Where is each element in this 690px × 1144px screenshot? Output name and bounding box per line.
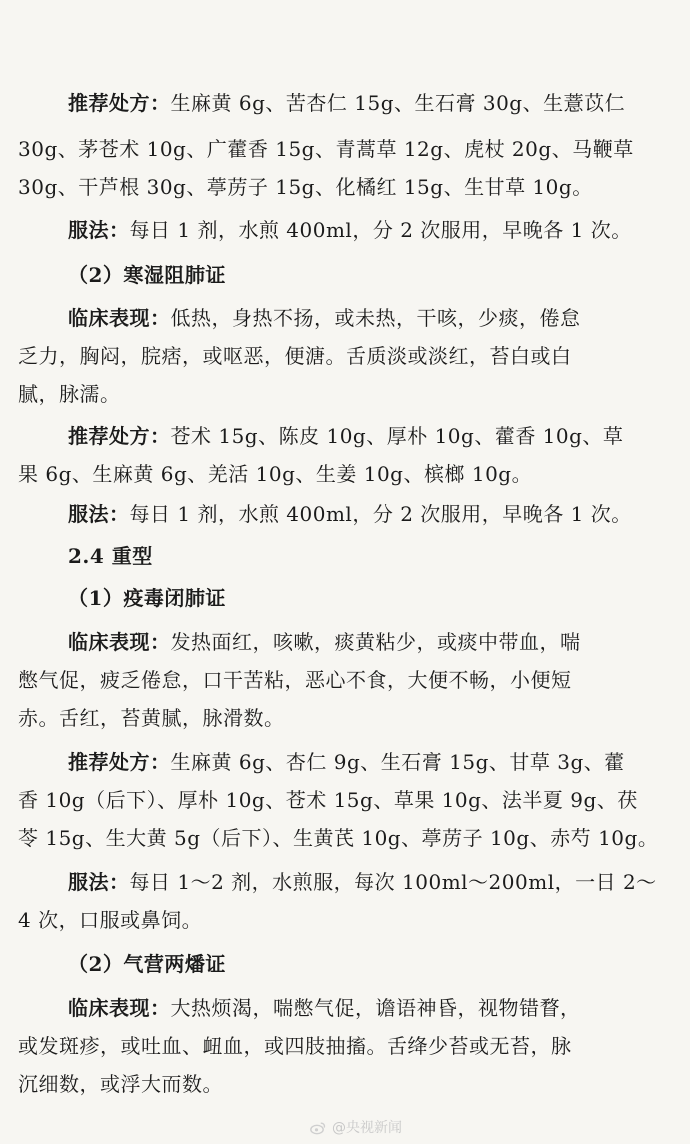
- clinical-3-line-3: [18, 1064, 690, 1104]
- clinical-3-text-3: 沉细数，或浮大而数。: [18, 1072, 223, 1096]
- clinical-2-label: 临床表现：: [68, 630, 171, 654]
- clinical-2-text-2: 憋气促，疲乏倦怠，口干苦粘，恶心不食，大便不畅，小便短: [18, 668, 572, 692]
- clinical-1-line-1: [68, 298, 690, 338]
- rec-prescription-1-text-2: 30g、茅苍术 10g、广藿香 15g、青蒿草 12g、虎杖 20g、马鞭草: [18, 137, 634, 161]
- rec-prescription-3-text-3: 苓 15g、生大黄 5g（后下）、生黄芪 10g、葶苈子 10g、赤芍 10g。: [18, 826, 659, 850]
- section-severe-heading: 2.4 重型: [68, 544, 153, 568]
- clinical-3-line-2: [18, 1026, 690, 1066]
- usage-1-line-1: [68, 210, 690, 250]
- section-qi-ying-heading: （2）气营两燔证: [68, 952, 226, 976]
- section-cold-damp-heading: （2）寒湿阻肺证: [68, 263, 226, 287]
- clinical-3-text-1: 大热烦渴，喘憋气促，谵语神昏，视物错瞀，: [170, 996, 581, 1020]
- watermark-text: @央视新闻: [332, 1120, 402, 1136]
- clinical-1-text-1: 低热，身热不扬，或未热，干咳，少痰，倦怠: [170, 306, 581, 330]
- usage-1-label: 服法：: [68, 218, 130, 242]
- clinical-2-text-1: 发热面红，咳嗽，痰黄粘少，或痰中带血，喘: [170, 630, 581, 654]
- rec-prescription-1-text-1: 生麻黄 6g、苦杏仁 15g、生石膏 30g、生薏苡仁: [170, 91, 626, 115]
- rec-prescription-1-line-1: [68, 83, 690, 123]
- clinical-2-line-2: [18, 660, 690, 700]
- usage-2-line-1: [68, 494, 690, 534]
- usage-3-label: 服法：: [68, 870, 130, 894]
- clinical-2-text-3: 赤。舌红，苔黄腻，脉滑数。: [18, 706, 285, 730]
- clinical-1-text-3: 腻，脉濡。: [18, 382, 121, 406]
- rec-prescription-2-line-1: [68, 416, 690, 456]
- watermark: [310, 1118, 402, 1138]
- rec-prescription-1-label: 推荐处方：: [68, 91, 171, 115]
- rec-prescription-3-text-1: 生麻黄 6g、杏仁 9g、生石膏 15g、甘草 3g、藿: [170, 750, 625, 774]
- clinical-3-line-1: [68, 988, 690, 1028]
- weibo-icon: [310, 1121, 326, 1135]
- usage-3-line-2: [18, 900, 690, 940]
- usage-3-line-1: [68, 862, 690, 902]
- clinical-1-line-2: [18, 336, 690, 376]
- rec-prescription-1-line-2: [18, 129, 690, 169]
- usage-1-text-1: 每日 1 剂，水煎 400ml，分 2 次服用，早晚各 1 次。: [129, 218, 632, 242]
- rec-prescription-3-line-2: [18, 780, 690, 820]
- clinical-1-line-3: [18, 374, 690, 414]
- rec-prescription-3-line-3: [18, 818, 690, 858]
- rec-prescription-2-text-2: 果 6g、生麻黄 6g、羌活 10g、生姜 10g、槟榔 10g。: [18, 462, 533, 486]
- clinical-2-line-3: [18, 698, 690, 738]
- usage-2-label: 服法：: [68, 502, 130, 526]
- usage-3-text-1: 每日 1～2 剂，水煎服，每次 100ml～200ml，一日 2～: [129, 870, 657, 894]
- usage-2-text-1: 每日 1 剂，水煎 400ml，分 2 次服用，早晚各 1 次。: [129, 502, 632, 526]
- rec-prescription-2-label: 推荐处方：: [68, 424, 171, 448]
- clinical-1-label: 临床表现：: [68, 306, 171, 330]
- rec-prescription-3-line-1: [68, 742, 690, 782]
- clinical-3-text-2: 或发斑疹，或吐血、衄血，或四肢抽搐。舌绛少苔或无苔，脉: [18, 1034, 572, 1058]
- rec-prescription-3-text-2: 香 10g（后下）、厚朴 10g、苍术 15g、草果 10g、法半夏 9g、茯: [18, 788, 638, 812]
- rec-prescription-2-text-1: 苍术 15g、陈皮 10g、厚朴 10g、藿香 10g、草: [170, 424, 624, 448]
- rec-prescription-2-line-2: [18, 454, 690, 494]
- usage-3-text-2: 4 次，口服或鼻饲。: [18, 908, 203, 932]
- clinical-3-label: 临床表现：: [68, 996, 171, 1020]
- clinical-2-line-1: [68, 622, 690, 662]
- clinical-1-text-2: 乏力，胸闷，脘痞，或呕恶，便溏。舌质淡或淡红，苔白或白: [18, 344, 572, 368]
- rec-prescription-1-text-3: 30g、干芦根 30g、葶苈子 15g、化橘红 15g、生甘草 10g。: [18, 175, 593, 199]
- rec-prescription-1-line-3: [18, 167, 690, 207]
- rec-prescription-3-label: 推荐处方：: [68, 750, 171, 774]
- section-phlegm-toxin-heading: （1）疫毒闭肺证: [68, 586, 226, 610]
